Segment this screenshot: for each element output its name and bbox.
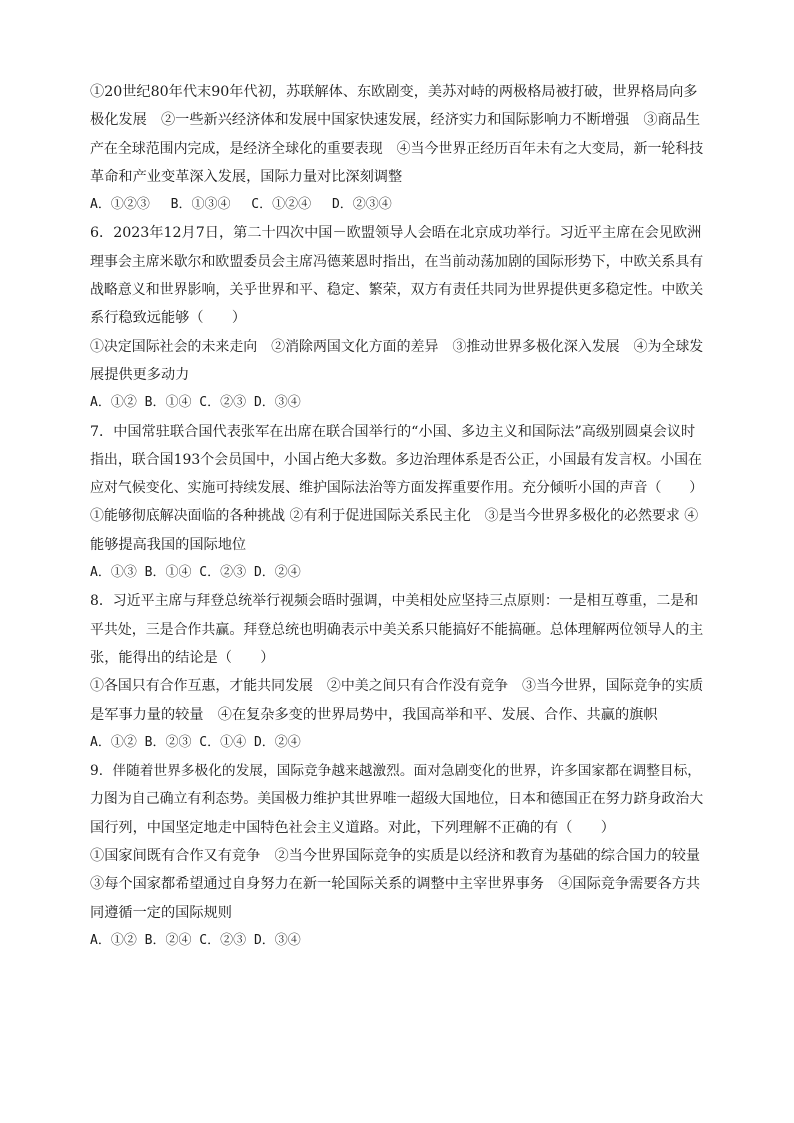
q8-answer-options: A．①② B．②③ C．①④ D．②④ [90,734,301,750]
q9-stem-line-1: 9．伴随着世界多极化的发展，国际竞争越来越激烈。面对急剧变化的世界，许多国家都在调整目标， [90,763,701,780]
q6-statements-line-1: ①决定国际社会的未来走向 ②消除两国文化方面的差异 ③推动世界多极化深入发展 ④为全球发 [90,338,704,355]
q6-stem-line-1: 6．2023年12月7日，第二十四次中国－欧盟领导人会晤在北京成功举行。习近平主席在会见欧洲 [90,225,702,242]
q8-stem-line-1: 8．习近平主席与拜登总统举行视频会晤时强调，中美相处应坚持三点原则：一是相互尊重，二是和 [90,593,699,610]
q7-stem-line-1: 7．中国常驻联合国代表张军在出席在联合国举行的“小国、多边主义和国际法”高级别圆桌会议时 [90,423,696,440]
q5-statements-line-3: 产在全球范围内完成，是经济全球化的重要表现 ④当今世界正经历百年未有之大变局，新一轮科技 [90,140,704,157]
q9-statements-line-1: ①国家间既有合作又有竞争 ②当今世界国际竞争的实质是以经济和教育为基础的综合国力的较量 [90,848,701,865]
q7-stem-line-2: 指出，联合国193个会员国中，小国占绝大多数。多边治理体系是否公正，小国最有发言权。小国在 [90,451,702,468]
q8-stem-line-3: 张，能得出的结论是（ ） [90,649,275,666]
q7-statements-line-2: 能够提高我国的国际地位 [90,536,247,553]
q8-statements-line-2: 是军事力量的较量 ④在复杂多变的世界局势中，我国高举和平、发展、合作、共赢的旗帜 [90,706,658,723]
q5-statements-line-4: 革命和产业变革深入发展，国际力量对比深刻调整 [90,168,403,185]
q9-statements-line-2: ③每个国家都希望通过自身努力在新一轮国际关系的调整中主宰世界事务 ④国际竞争需要各方共 [90,876,701,893]
q6-answer-options: A．①② B．①④ C．②③ D．③④ [90,395,301,411]
q9-stem-line-3: 国行列，中国坚定地走中国特色社会主义道路。对此，下列理解不正确的有（ ） [90,819,615,836]
q5-answer-options: A．①②③ B．①③④ C．①②④ D．②③④ [90,197,392,213]
q7-statements-line-1: ①能够彻底解决面临的各种挑战 ②有利于促进国际关系民主化 ③是当今世界多极化的必然要求 ④ [90,508,699,525]
q6-stem-line-3: 战略意义和世界影响，关乎世界和平、稳定、繁荣，双方有责任共同为世界提供更多稳定性。中欧关 [90,282,704,299]
q9-statements-line-3: 同遵循一定的国际规则 [90,904,232,921]
q5-statements-line-2: 极化发展 ②一些新兴经济体和发展中国家快速发展，经济实力和国际影响力不断增强 ③商品生 [90,112,701,129]
q5-statements-line-1: ①20世纪80年代末90年代初，苏联解体、东欧剧变，美苏对峙的两极格局被打破，世界格局向多 [90,84,698,100]
q8-statements-line-1: ①各国只有合作互惠，才能共同发展 ②中美之间只有合作没有竞争 ③当今世界，国际竞争的实质 [90,678,704,695]
q7-stem-line-3: 应对气候变化、实施可持续发展、维护国际法治等方面发挥重要作用。充分倾听小国的声音（ ） [90,480,704,497]
q7-answer-options: A．①③ B．①④ C．②③ D．②④ [90,565,301,581]
q9-stem-line-2: 力图为自己确立有利态势。美国极力维护其世界唯一超级大国地位，日本和德国正在努力跻身政治大 [90,791,704,808]
q8-stem-line-2: 平共处，三是合作共赢。拜登总统也明确表示中美关系只能搞好不能搞砸。总体理解两位领导人的主 [90,621,704,638]
q9-answer-options: A．①② B．②④ C．②③ D．③④ [90,932,301,948]
q6-statements-line-2: 展提供更多动力 [90,366,190,383]
q6-stem-line-2: 理事会主席米歇尔和欧盟委员会主席冯德莱恩时指出，在当前动荡加剧的国际形势下，中欧关系具有 [90,253,704,270]
question-text-block [90,78,704,955]
q6-stem-line-4: 系行稳致远能够（ ） [90,310,247,327]
